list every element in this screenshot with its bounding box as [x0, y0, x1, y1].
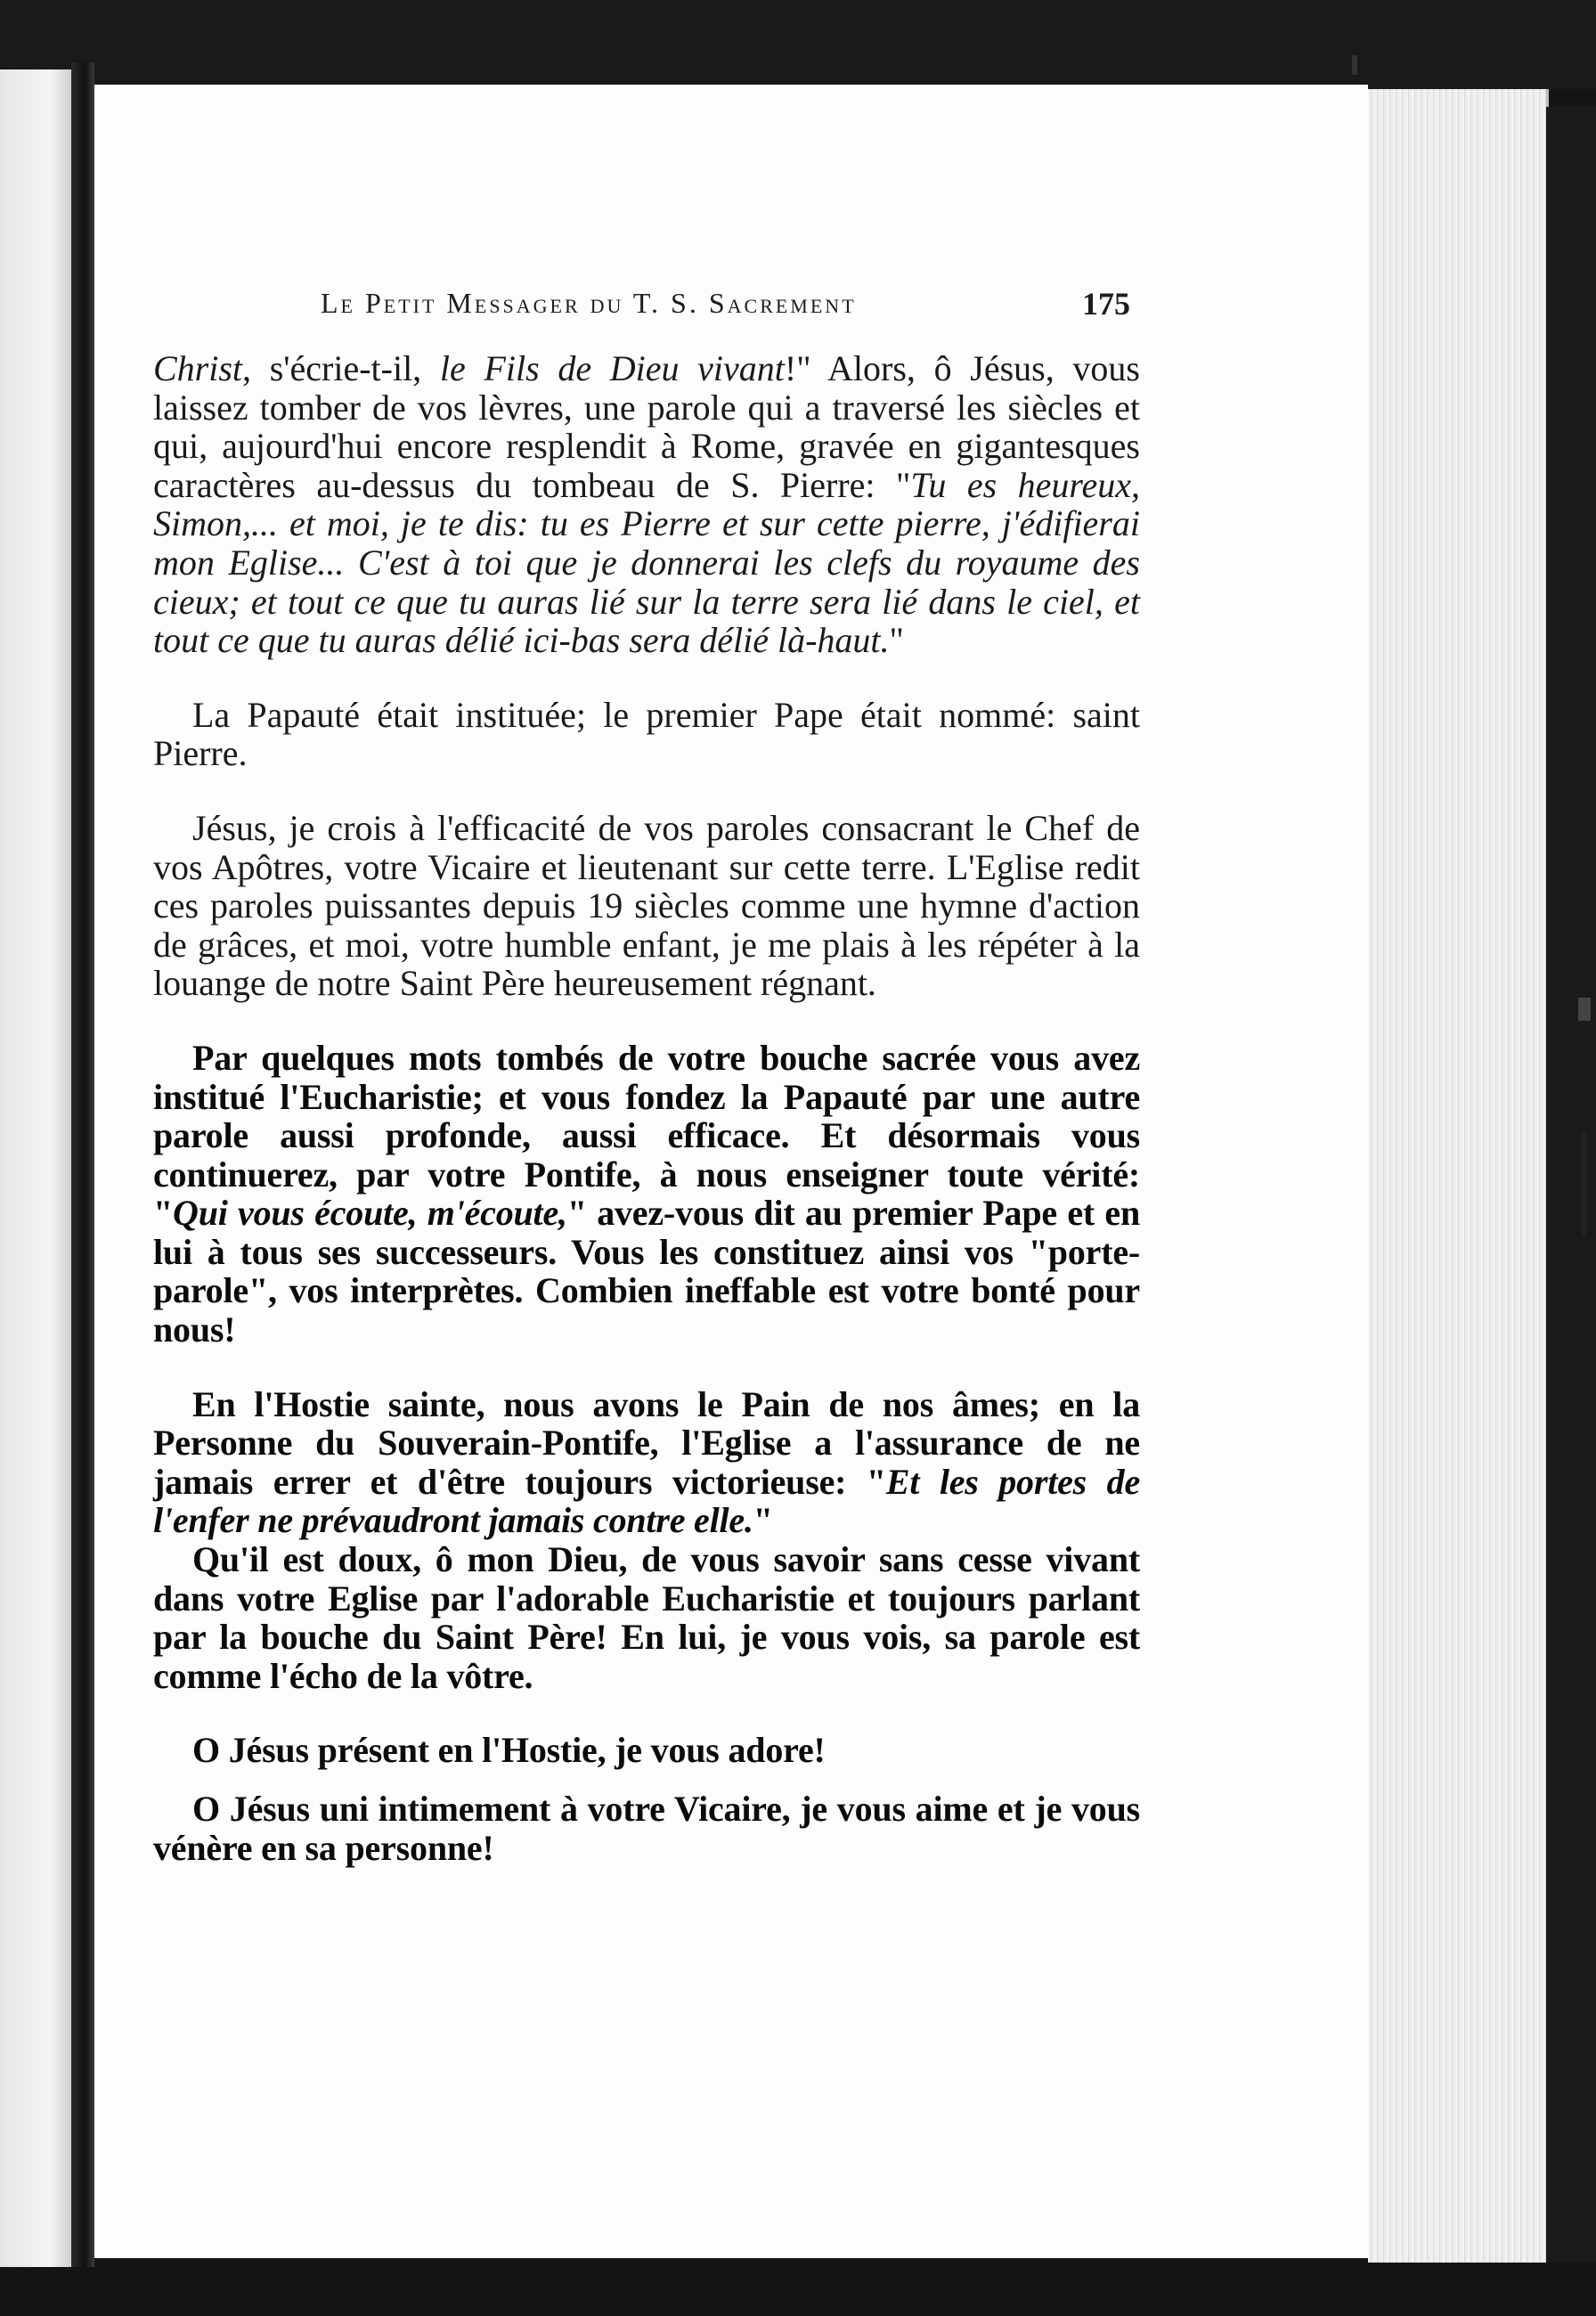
italic-fils-de-dieu: le Fils de Dieu vivant	[439, 348, 785, 388]
paragraph-6: Qu'il est doux, ô mon Dieu, de vous savoir sans cesse vivant dans votre Eglise par l'adorable Eucharistie et toujours parlant par la bouche du Saint Père! En lui, je vous vois, sa parole est comme l'écho de la vôtre.	[153, 1539, 1140, 1696]
italic-portes-de-l-enfer: Et les portes de l'enfer ne prévaudront jamais contre elle.	[153, 1461, 1140, 1541]
facing-page-edge	[0, 69, 71, 2279]
scan-background-top	[0, 0, 1596, 89]
text-span: "	[889, 620, 904, 661]
body-text	[153, 349, 1140, 1867]
paragraph-3: Jésus, je crois à l'efficacité de vos paroles consacrant le Chef de vos Apôtres, votre Vicaire et lieutenant sur cette terre. L'Eglise redit ces paroles puissantes depuis 19 siècles comme une hymne d'action de grâces, et moi, votre humble enfant, je me plais à les répéter à la louange de notre Saint Père heureusement régnant.	[153, 807, 1140, 1004]
paragraph-2: La Papauté était instituée; le premier Pape était nommé: saint Pierre.	[153, 694, 1140, 774]
paragraph-5	[153, 1385, 1140, 1540]
scan-background-bottom	[0, 2267, 1596, 2316]
paragraph-7: O Jésus présent en l'Hostie, je vous adore!	[192, 1730, 826, 1771]
book-gutter	[71, 62, 94, 2271]
text-span: !" Alors, ô Jésus, vous laissez tomber de vos lèvres, une parole qui a traversé les siècles et qui, aujourd'hui encore resplendit à Rome, gravée en gigantesques caractères au-dessus du tombeau de S. Pierre: "	[153, 348, 1140, 505]
text-span: "	[753, 1500, 773, 1541]
paragraph-8: O Jésus uni intimement à votre Vicaire, je vous aime et je vous vénère en sa personne!	[153, 1789, 1140, 1868]
text-span: , s'écrie-t-il,	[242, 348, 440, 388]
paragraph-4	[153, 1039, 1140, 1350]
page-number: 175	[1082, 286, 1130, 322]
scan-speck	[1578, 998, 1591, 1021]
paragraph-1	[153, 349, 1140, 660]
italic-christ: Christ	[153, 348, 243, 388]
scan-background-right	[1546, 107, 1596, 2263]
text-span: " avez-vous dit au premier Pape et en lui à tous ses successeurs. Vous les constituez ainsi vos "porte-parole", vos interprètes. Combien ineffable est votre bonté pour nous!	[153, 1193, 1140, 1350]
running-title: Le Petit Messager du T. S. Sacrement	[321, 287, 857, 319]
scan-speck	[1352, 55, 1357, 75]
italic-qui-vous-ecoute: Qui vous écoute, m'écoute,	[173, 1193, 567, 1234]
scan-speck	[1582, 1131, 1586, 1238]
italic-quotation-tu-es-pierre: Tu es heureux, Simon,... et moi, je te dis: tu es Pierre et sur cette pierre, j'édifierai mon Eglise... C'est à toi que je donnerai les clefs du royaume des cieux; et tout ce que tu auras lié sur la terre sera lié dans le ciel, et tout ce que tu auras délié ici-bas sera délié là-haut.	[153, 464, 1141, 661]
text-span: En l'Hostie sainte, nous avons le Pain de nos âmes; en la Personne du Souverain-Pontife, l'Eglise a l'assurance de ne jamais errer et d'être toujours victorieuse: "	[153, 1383, 1140, 1502]
text-span: Par quelques mots tombés de votre bouche sacrée vous avez institué l'Eucharistie; et vous fondez la Papauté par une autre parole aussi profonde, aussi efficace. Et désormais vous continuerez, par votre Pontife, à nous enseigner toute vérité: "	[153, 1037, 1140, 1234]
page-stack-edge	[1368, 89, 1549, 2263]
